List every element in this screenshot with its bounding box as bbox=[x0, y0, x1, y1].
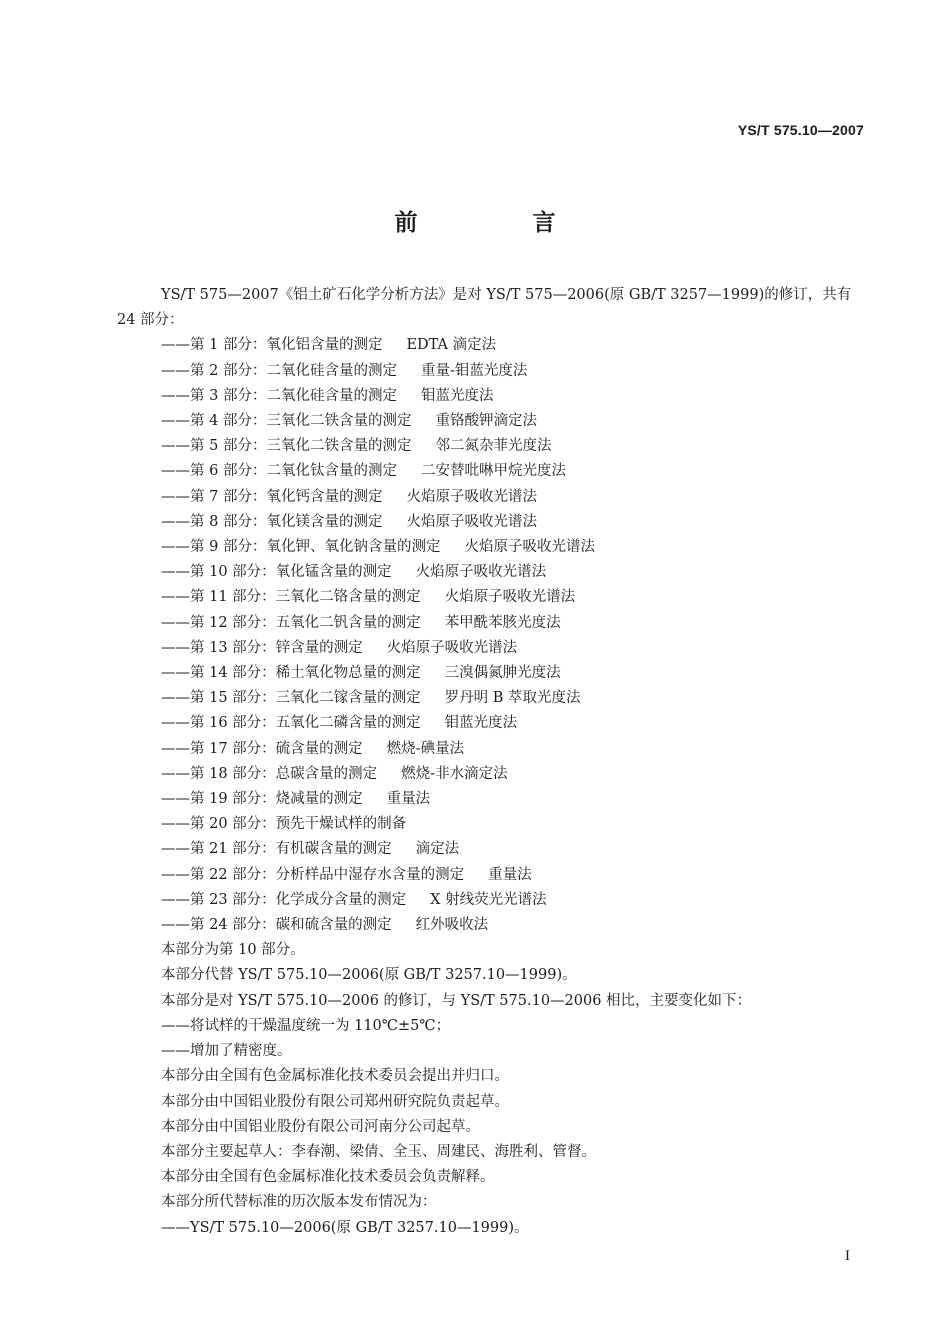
body-line: ——增加了精密度。 bbox=[161, 1043, 292, 1060]
body-line: 本部分由中国铝业股份有限公司河南分公司起草。 bbox=[161, 1118, 480, 1135]
part-label: ——第 14 部分：稀土氧化物总量的测定 bbox=[161, 665, 421, 682]
body-line: 本部分由中国铝业股份有限公司郑州研究院负责起草。 bbox=[161, 1093, 509, 1110]
part-label: ——第 10 部分：氧化锰含量的测定 bbox=[161, 564, 392, 581]
remarks bbox=[117, 938, 862, 1240]
list-item bbox=[117, 837, 862, 862]
part-method: 火焰原子吸收光谱法 bbox=[406, 513, 537, 530]
list-item bbox=[117, 787, 862, 812]
parts-list bbox=[117, 333, 862, 938]
list-item bbox=[117, 863, 862, 888]
part-method: 火焰原子吸收光谱法 bbox=[415, 564, 547, 581]
body-line: 本部分由全国有色金属标准化技术委员会负责解释。 bbox=[161, 1169, 495, 1186]
part-label: ——第 17 部分：硫含量的测定 bbox=[161, 740, 363, 757]
body-line: 本部分代替 YS/T 575.10—2006(原 GB/T 3257.10—1999)。 bbox=[161, 967, 577, 984]
part-method: 三溴偶氮胂光度法 bbox=[444, 665, 561, 682]
part-method: 钼蓝光度法 bbox=[444, 715, 518, 732]
body-line: 本部分所代替标准的历次版本发布情况为： bbox=[161, 1194, 437, 1211]
list-item bbox=[117, 913, 862, 938]
body-line: ——YS/T 575.10—2006(原 GB/T 3257.10—1999)。 bbox=[161, 1219, 529, 1236]
part-method: 苯甲酰苯胲光度法 bbox=[444, 614, 561, 631]
list-item bbox=[117, 384, 862, 409]
list-item bbox=[117, 686, 862, 711]
part-label: ——第 16 部分：五氧化二磷含量的测定 bbox=[161, 715, 421, 732]
part-method: 燃烧-碘量法 bbox=[386, 740, 465, 757]
body-line: 本部分为第 10 部分。 bbox=[161, 942, 305, 959]
page-title: 前 言 bbox=[394, 209, 602, 236]
part-label: ——第 21 部分：有机碳含量的测定 bbox=[161, 841, 392, 858]
part-method: 滴定法 bbox=[415, 841, 460, 858]
body-line: ——将试样的干燥温度统一为 110℃±5℃； bbox=[161, 1017, 451, 1034]
part-label: ——第 7 部分：氧化钙含量的测定 bbox=[161, 488, 383, 505]
part-label: ——第 2 部分：二氧化硅含量的测定 bbox=[161, 362, 397, 379]
part-method: 火焰原子吸收光谱法 bbox=[386, 639, 518, 656]
part-label: ——第 3 部分：二氧化硅含量的测定 bbox=[161, 387, 397, 404]
list-item bbox=[117, 888, 862, 913]
part-method: 火焰原子吸收光谱法 bbox=[464, 539, 595, 556]
page-number: I bbox=[845, 1248, 850, 1264]
part-label: ——第 1 部分：氧化铝含量的测定 bbox=[161, 337, 383, 354]
list-item bbox=[117, 585, 862, 610]
part-label: ——第 9 部分：氧化钾、氧化钠含量的测定 bbox=[161, 539, 441, 556]
list-item bbox=[117, 636, 862, 661]
part-label: ——第 22 部分：分析样品中湿存水含量的测定 bbox=[161, 866, 465, 883]
part-method: 火焰原子吸收光谱法 bbox=[444, 589, 576, 606]
list-item bbox=[117, 535, 862, 560]
list-item bbox=[117, 812, 862, 837]
part-label: ——第 23 部分：化学成分含量的测定 bbox=[161, 891, 407, 908]
part-method: 邻二氮杂菲光度法 bbox=[435, 438, 552, 455]
standard-code: YS/T 575.10—2007 bbox=[737, 122, 864, 138]
list-item bbox=[117, 434, 862, 459]
part-label: ——第 5 部分：三氧化二铁含量的测定 bbox=[161, 438, 412, 455]
part-method: 重铬酸钾滴定法 bbox=[435, 413, 537, 430]
part-method: 红外吸收法 bbox=[415, 917, 489, 934]
part-label: ——第 6 部分：二氧化钛含量的测定 bbox=[161, 463, 397, 480]
list-item bbox=[117, 359, 862, 384]
part-label: ——第 4 部分：三氧化二铁含量的测定 bbox=[161, 413, 412, 430]
part-method: 二安替吡啉甲烷光度法 bbox=[420, 463, 566, 480]
body-line: 本部分由全国有色金属标准化技术委员会提出并归口。 bbox=[161, 1068, 509, 1085]
list-item bbox=[117, 485, 862, 510]
part-label: ——第 11 部分：三氧化二铬含量的测定 bbox=[161, 589, 421, 606]
list-item bbox=[117, 560, 862, 585]
part-label: ——第 13 部分：锌含量的测定 bbox=[161, 639, 363, 656]
list-item bbox=[117, 611, 862, 636]
list-item bbox=[117, 510, 862, 535]
list-item bbox=[117, 711, 862, 736]
list-item bbox=[117, 333, 862, 358]
part-label: ——第 12 部分：五氧化二钒含量的测定 bbox=[161, 614, 421, 631]
part-method: 重量-钼蓝光度法 bbox=[420, 362, 528, 379]
part-label: ——第 20 部分：预先干燥试样的制备 bbox=[161, 816, 407, 833]
part-label: ——第 8 部分：氧化镁含量的测定 bbox=[161, 513, 383, 530]
part-label: ——第 24 部分：碳和硫含量的测定 bbox=[161, 917, 392, 934]
part-method: 重量法 bbox=[488, 866, 532, 883]
body-line: 本部分是对 YS/T 575.10—2006 的修订，与 YS/T 575.10—2006 相比，主要变化如下： bbox=[161, 992, 752, 1009]
part-method: 罗丹明 B 萃取光度法 bbox=[444, 690, 581, 707]
intro-paragraph: YS/T 575—2007《铝土矿石化学分析方法》是对 YS/T 575—2006(原 GB/T 3257—1999)的修订，共有 24 部分： bbox=[117, 287, 852, 329]
part-label: ——第 19 部分：烧减量的测定 bbox=[161, 791, 363, 808]
list-item bbox=[117, 661, 862, 686]
part-method: 钼蓝光度法 bbox=[420, 387, 494, 404]
part-method: X 射线荧光光谱法 bbox=[430, 891, 547, 908]
body-line: 本部分主要起草人：李春潮、梁倩、全玉、周建民、海胜利、管督。 bbox=[161, 1143, 596, 1160]
part-method: 火焰原子吸收光谱法 bbox=[406, 488, 537, 505]
part-method: 燃烧-非水滴定法 bbox=[401, 765, 508, 782]
part-label: ——第 18 部分：总碳含量的测定 bbox=[161, 765, 378, 782]
part-method: 重量法 bbox=[386, 791, 431, 808]
list-item bbox=[117, 459, 862, 484]
document-body bbox=[117, 283, 862, 1241]
part-label: ——第 15 部分：三氧化二镓含量的测定 bbox=[161, 690, 421, 707]
part-method: EDTA 滴定法 bbox=[406, 337, 497, 354]
list-item bbox=[117, 737, 862, 762]
list-item bbox=[117, 409, 862, 434]
list-item bbox=[117, 762, 862, 787]
